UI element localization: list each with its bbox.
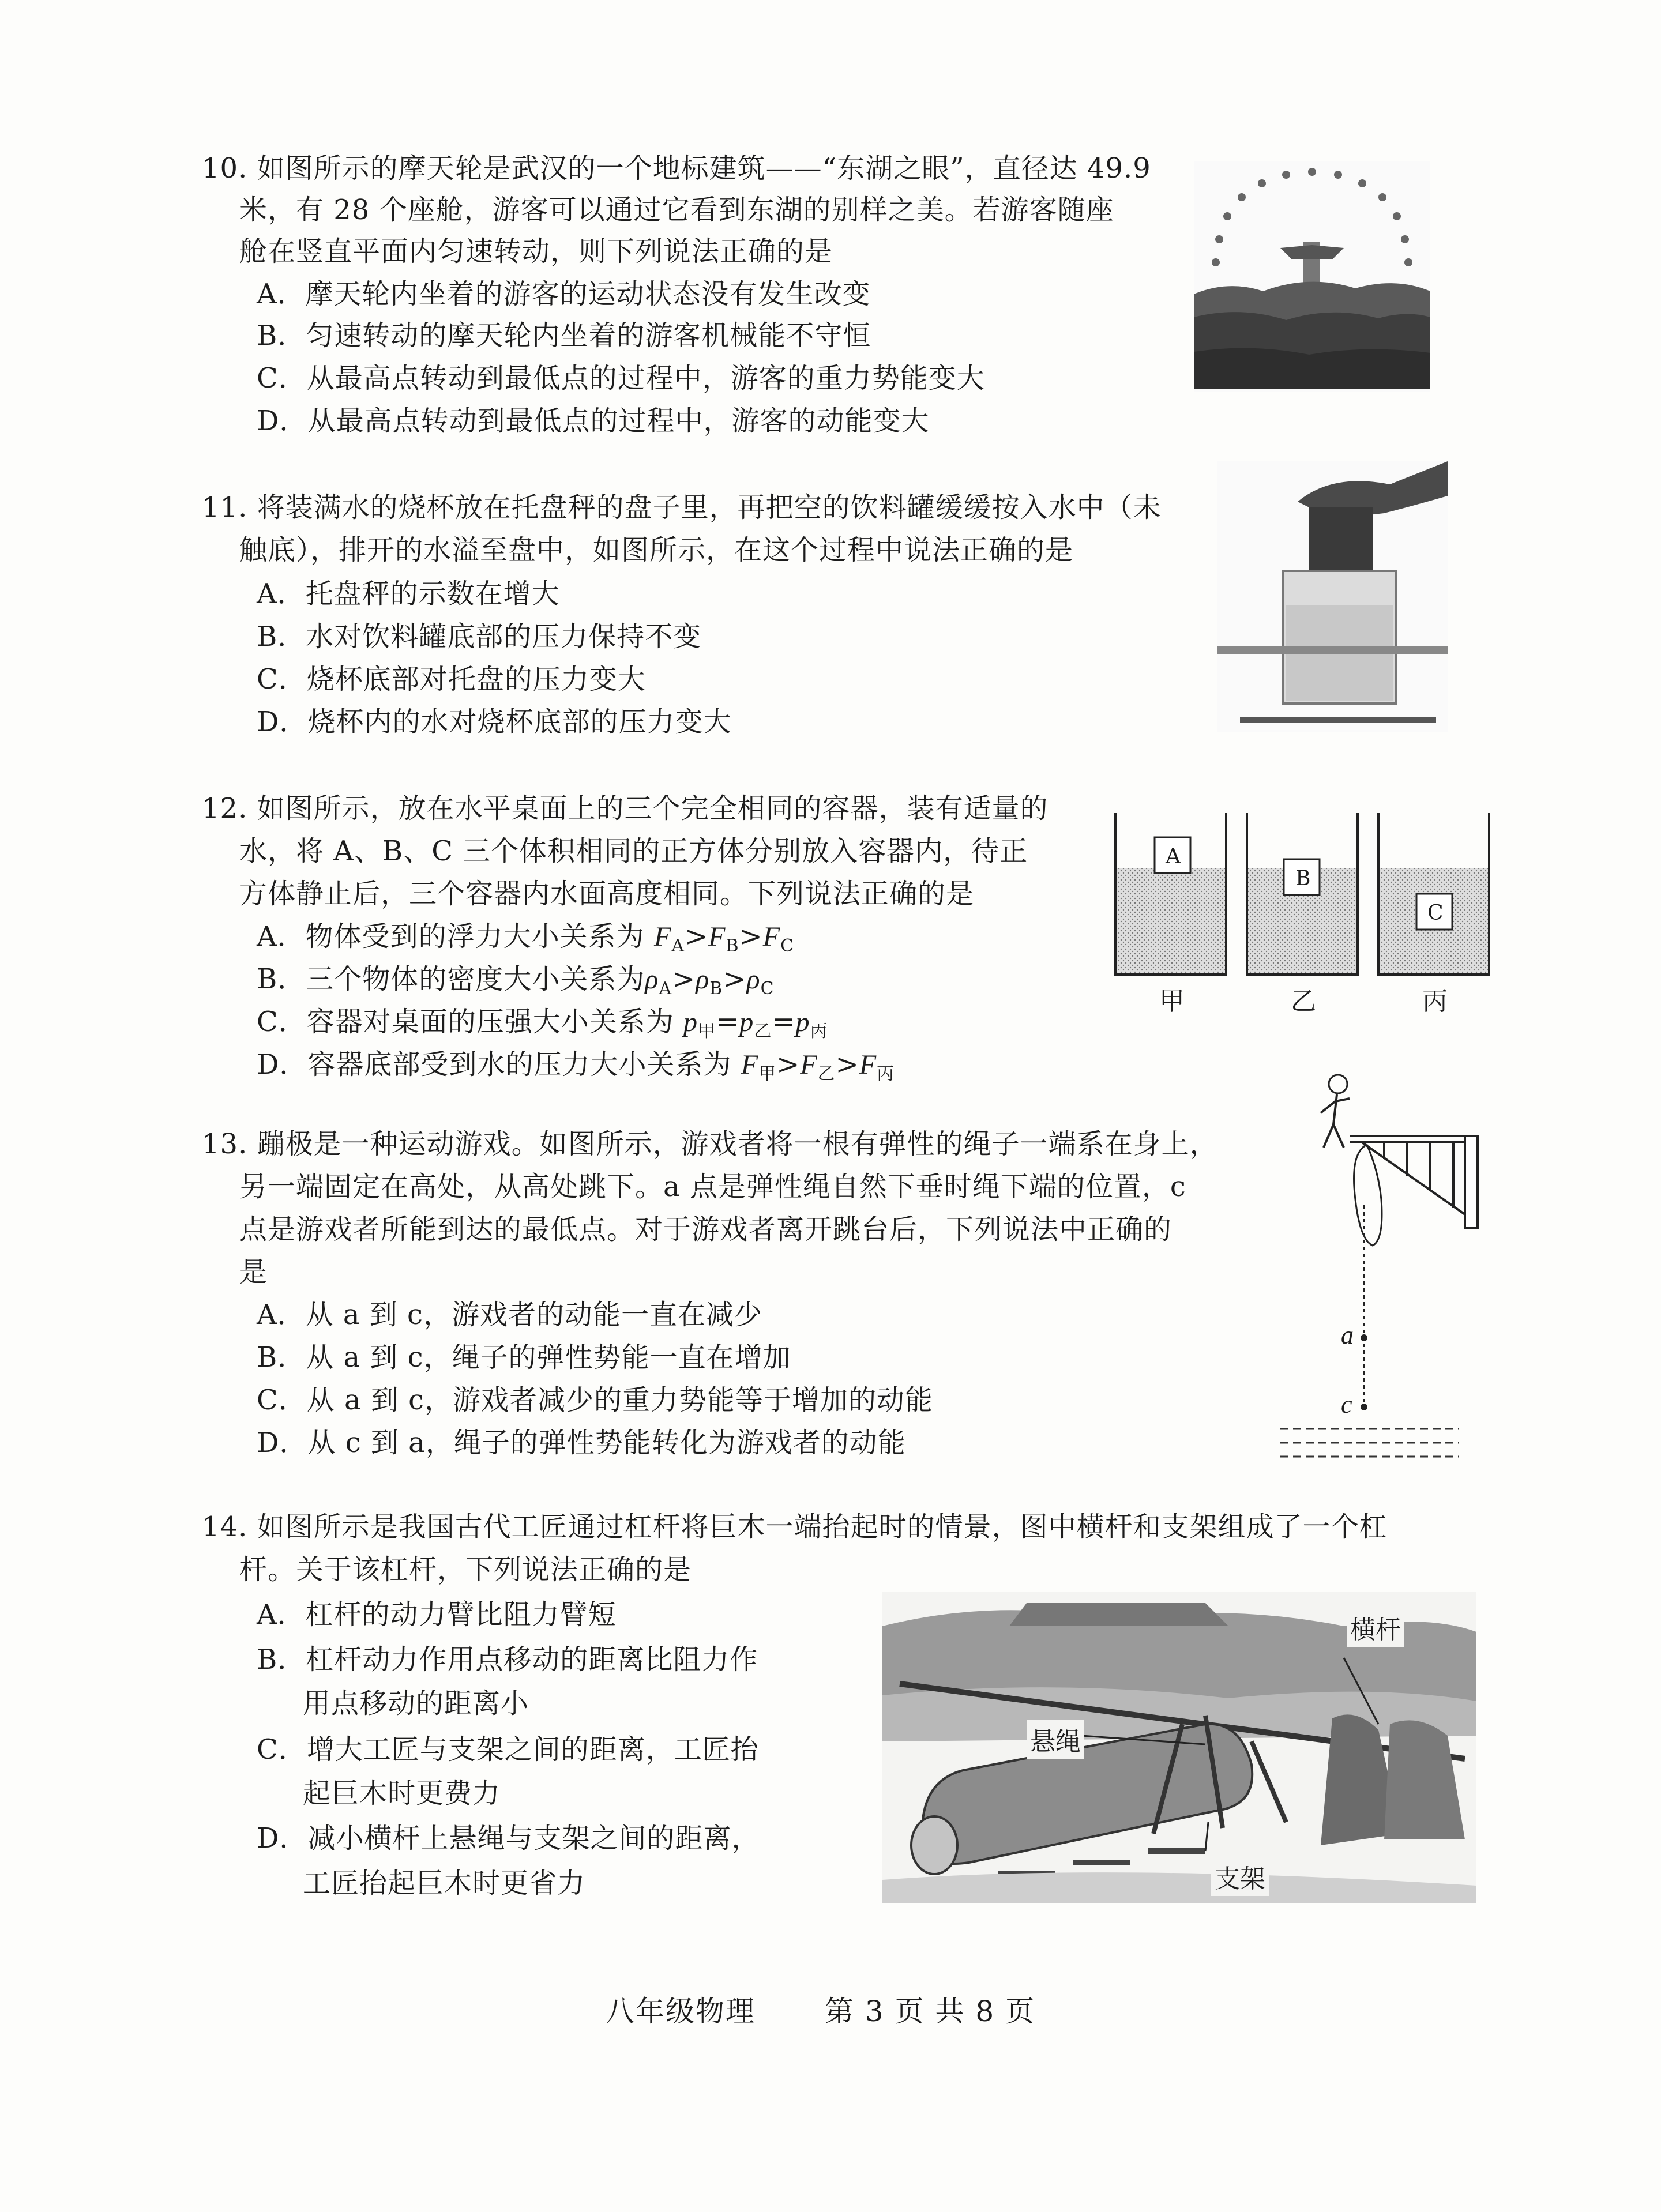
q12-stem-2: 水，将 A、B、C 三个体积相同的正方体分别放入容器内，待正 bbox=[239, 835, 1028, 867]
q11-option-c: C．烧杯底部对托盘的压力变大 bbox=[257, 663, 646, 695]
symbol: p bbox=[739, 1007, 754, 1037]
ancient-lever-figure bbox=[882, 1592, 1476, 1903]
q12-stem-1: 12. 如图所示，放在水平桌面上的三个完全相同的容器，装有适量的 bbox=[202, 792, 1049, 825]
symbol: F bbox=[708, 921, 726, 952]
container-jia-label: 甲 bbox=[1159, 987, 1185, 1016]
bungee-drawing bbox=[1269, 1067, 1500, 1470]
subscript: 乙 bbox=[754, 1021, 772, 1041]
q13-option-a: A．从 a 到 c，游戏者的动能一直在减少 bbox=[257, 1299, 762, 1331]
subscript: 丙 bbox=[810, 1021, 828, 1041]
q13-option-c: C．从 a 到 c，游戏者减少的重力势能等于增加的动能 bbox=[257, 1384, 934, 1416]
cube-b-label: B bbox=[1295, 867, 1311, 890]
q12-option-c bbox=[257, 1005, 828, 1049]
symbol: F bbox=[800, 1049, 818, 1080]
subscript: 甲 bbox=[698, 1021, 716, 1041]
subscript: 甲 bbox=[758, 1064, 777, 1084]
q11-option-d: D．烧杯内的水对烧杯底部的压力变大 bbox=[257, 706, 732, 738]
subscript: B bbox=[726, 936, 739, 956]
symbol: ρ bbox=[696, 964, 710, 995]
ferris-wheel-photo bbox=[1194, 161, 1430, 392]
operator: > bbox=[723, 963, 747, 995]
container-yi-label: 乙 bbox=[1291, 987, 1316, 1016]
subscript: A bbox=[671, 936, 685, 956]
q13-stem-2: 另一端固定在高处，从高处跳下。a 点是弹性绳自然下垂时绳下端的位置，c bbox=[239, 1171, 1186, 1203]
q10-option-c: C．从最高点转动到最低点的过程中，游客的重力势能变大 bbox=[257, 362, 985, 394]
q12-option-c-text: C．容器对桌面的压强大小关系为 bbox=[257, 1006, 683, 1038]
symbol: F bbox=[762, 921, 781, 952]
symbol: F bbox=[741, 1049, 759, 1080]
operator: = bbox=[716, 1006, 740, 1038]
footer-subject: 八年级物理 bbox=[606, 1995, 756, 2028]
operator: > bbox=[684, 920, 709, 953]
q12-option-a-text: A．物体受到的浮力大小关系为 bbox=[257, 920, 654, 953]
q13-option-d: D．从 c 到 a，绳子的弹性势能转化为游戏者的动能 bbox=[257, 1427, 906, 1459]
subscript: C bbox=[760, 979, 775, 999]
symbol: F bbox=[859, 1049, 877, 1080]
symbol: p bbox=[795, 1007, 810, 1037]
q11-stem-1: 11. 将装满水的烧杯放在托盘秤的盘子里，再把空的饮料罐缓缓按入水中（未 bbox=[202, 491, 1162, 524]
q12-stem-3: 方体静止后，三个容器内水面高度相同。下列说法正确的是 bbox=[239, 878, 975, 910]
bungee-figure bbox=[1269, 1067, 1500, 1470]
footer-page-number: 第 3 页 共 8 页 bbox=[825, 1995, 1036, 2028]
q10-option-b: B．匀速转动的摩天轮内坐着的游客机械能不守恒 bbox=[257, 319, 871, 352]
q13-stem-4: 是 bbox=[239, 1256, 268, 1288]
q14-option-d-2: 工匠抬起巨木时更省力 bbox=[303, 1867, 586, 1899]
subscript: C bbox=[780, 936, 795, 956]
q14-option-a: A．杠杆的动力臂比阻力臂短 bbox=[257, 1598, 617, 1631]
q14-stem-2: 杆。关于该杠杆，下列说法正确的是 bbox=[239, 1553, 692, 1586]
q13-option-b: B．从 a 到 c，绳子的弹性势能一直在增加 bbox=[257, 1341, 791, 1374]
q10-option-d: D．从最高点转动到最低点的过程中，游客的动能变大 bbox=[257, 405, 930, 437]
operator: > bbox=[739, 920, 763, 953]
operator: > bbox=[835, 1048, 859, 1081]
point-c-label: c bbox=[1341, 1390, 1352, 1419]
cube-a-label: A bbox=[1166, 845, 1181, 868]
q12-option-b-text: B．三个物体的密度大小关系为 bbox=[257, 963, 645, 995]
subscript: 乙 bbox=[817, 1064, 836, 1084]
three-containers-figure bbox=[1113, 807, 1494, 1015]
operator: > bbox=[776, 1048, 801, 1081]
q14-stem-1: 14. 如图所示是我国古代工匠通过杠杆将巨木一端抬起时的情景，图中横杆和支架组成了一个杠 bbox=[202, 1511, 1388, 1543]
containers-drawing bbox=[1113, 807, 1494, 980]
point-a-label: a bbox=[1341, 1321, 1354, 1349]
label-support: 支架 bbox=[1211, 1857, 1269, 1896]
operator: > bbox=[672, 963, 696, 995]
q12-option-a bbox=[257, 919, 794, 964]
q13-stem-1: 13. 蹦极是一种运动游戏。如图所示，游戏者将一根有弹性的绳子一端系在身上， bbox=[202, 1128, 1218, 1160]
q10-stem-2: 米，有 28 个座舱，游客可以通过它看到东湖的别样之美。若游客随座 bbox=[239, 194, 1114, 226]
symbol: F bbox=[653, 921, 672, 952]
cube-c-label: C bbox=[1427, 901, 1444, 925]
beaker-scale-photo bbox=[1217, 461, 1448, 732]
q11-option-a: A．托盘秤的示数在增大 bbox=[257, 578, 560, 610]
q11-option-b: B．水对饮料罐底部的压力保持不变 bbox=[257, 620, 702, 653]
label-crossbar: 横杆 bbox=[1347, 1608, 1404, 1647]
q10-stem-3: 舱在竖直平面内匀速转动，则下列说法正确的是 bbox=[239, 235, 833, 268]
label-hanging-rope: 悬绳 bbox=[1027, 1720, 1084, 1759]
q14-option-d-1: D．减小横杆上悬绳与支架之间的距离， bbox=[257, 1822, 760, 1854]
container-bing-label: 丙 bbox=[1422, 987, 1448, 1016]
subscript: 丙 bbox=[877, 1064, 895, 1084]
q10-stem-1: 10. 如图所示的摩天轮是武汉的一个地标建筑——“东湖之眼”，直径达 49.9 bbox=[202, 152, 1151, 185]
q14-option-b-1: B．杠杆动力作用点移动的距离比阻力作 bbox=[257, 1643, 758, 1676]
q14-option-c-1: C．增大工匠与支架之间的距离，工匠抬 bbox=[257, 1733, 759, 1766]
symbol: ρ bbox=[746, 964, 761, 995]
q14-option-b-2: 用点移动的距离小 bbox=[303, 1687, 529, 1720]
symbol: ρ bbox=[645, 964, 659, 995]
q12-option-d-text: D．容器底部受到水的压力大小关系为 bbox=[257, 1048, 741, 1081]
q11-stem-2: 触底），排开的水溢至盘中，如图所示，在这个过程中说法正确的是 bbox=[239, 534, 1074, 566]
q12-option-b bbox=[257, 962, 775, 1006]
q12-option-d bbox=[257, 1047, 895, 1092]
q10-option-a: A．摩天轮内坐着的游客的运动状态没有发生改变 bbox=[257, 278, 871, 310]
operator: = bbox=[772, 1006, 796, 1038]
subscript: A bbox=[659, 979, 672, 999]
q13-stem-3: 点是游戏者所能到达的最低点。对于游戏者离开跳台后，下列说法中正确的 bbox=[239, 1213, 1173, 1246]
subscript: B bbox=[709, 979, 723, 999]
symbol: p bbox=[683, 1007, 698, 1037]
q14-option-c-2: 起巨木时更费力 bbox=[303, 1777, 501, 1810]
